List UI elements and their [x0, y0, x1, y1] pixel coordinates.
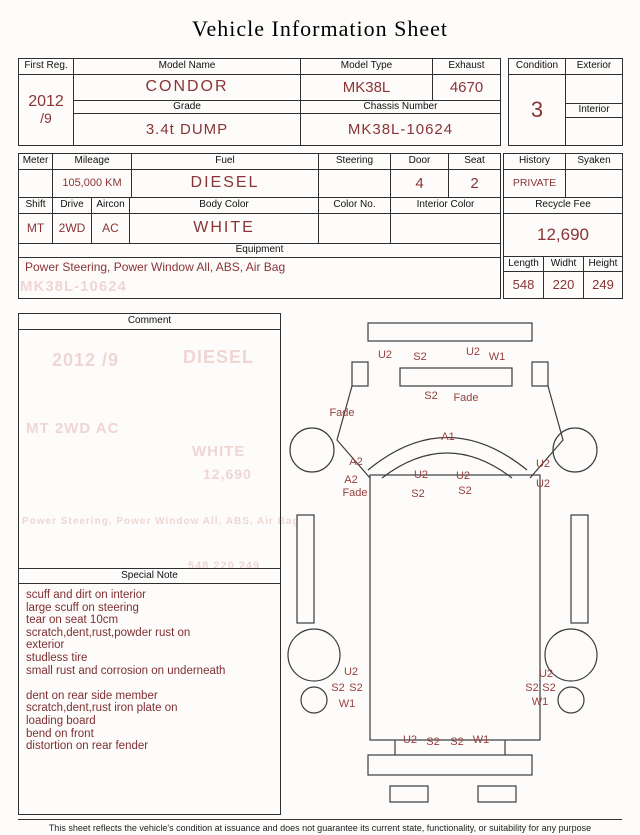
- door-value: 4: [390, 169, 449, 198]
- height-label: Height: [583, 256, 623, 272]
- grade-value: 3.4t DUMP: [73, 113, 301, 146]
- history-value: PRIVATE: [503, 169, 566, 198]
- special-note-line: studless tire: [26, 651, 88, 664]
- grade-label: Grade: [73, 100, 301, 114]
- truck-damage-diagram: [285, 310, 635, 815]
- exhaust-value: 4670: [432, 74, 501, 101]
- damage-marker-u2: U2: [465, 346, 481, 358]
- damage-marker-fade: Fade: [453, 392, 479, 404]
- special-note-line: scuff and dirt on interior: [26, 589, 146, 601]
- damage-markers-layer: [285, 310, 635, 815]
- damage-marker-u2: U2: [413, 469, 429, 481]
- special-note-line: [26, 677, 273, 690]
- special-note-line: scratch,dent,rust,powder rust on: [26, 626, 191, 639]
- damage-marker-s2: S2: [525, 682, 539, 694]
- special-note-lines: [26, 589, 273, 753]
- damage-marker-u2: U2: [343, 666, 359, 678]
- damage-marker-fade: Fade: [329, 407, 355, 419]
- comment-area: [18, 329, 281, 569]
- ghost-text: Power Steering, Power Window All, ABS, Air Bag: [22, 516, 300, 527]
- ghost-text: WHITE: [192, 443, 246, 460]
- first-reg-label: First Reg.: [18, 58, 74, 75]
- special-note-line: dent on rear side member: [26, 689, 158, 702]
- special-note-line: loading board: [26, 714, 96, 727]
- syaken-label: Syaken: [565, 153, 623, 170]
- first-reg-month: /9: [40, 110, 52, 127]
- equipment-label: Equipment: [18, 243, 501, 258]
- drive-value: 2WD: [52, 213, 92, 244]
- model-name-value: CONDOR: [73, 74, 301, 101]
- model-type-label: Model Type: [300, 58, 433, 75]
- damage-marker-u2: U2: [377, 349, 393, 361]
- damage-marker-w1: W1: [488, 351, 506, 363]
- damage-marker-u2: U2: [535, 458, 551, 470]
- damage-marker-u2: U2: [538, 668, 554, 680]
- body-color-value: WHITE: [129, 213, 319, 244]
- damage-marker-s2: S2: [450, 736, 464, 748]
- equipment-value: Power Steering, Power Window All, ABS, Air Bag: [18, 257, 501, 299]
- damage-marker-s2: S2: [542, 682, 556, 694]
- seat-label: Seat: [448, 153, 501, 170]
- meter-value: [18, 169, 53, 198]
- damage-marker-s2: S2: [349, 682, 363, 694]
- damage-marker-s2: S2: [458, 485, 472, 497]
- special-note-area: [18, 583, 281, 815]
- seat-value: 2: [448, 169, 501, 198]
- recycle-fee-label: Recycle Fee: [503, 197, 623, 214]
- mileage-label: Mileage: [52, 153, 132, 170]
- fuel-value: DIESEL: [131, 169, 319, 198]
- special-note-line: scratch,dent,rust iron plate on: [26, 702, 178, 715]
- condition-label: Condition: [508, 58, 566, 75]
- damage-marker-s2: S2: [426, 736, 440, 748]
- steering-label: Steering: [318, 153, 391, 170]
- ghost-text: 2012 /9: [52, 350, 120, 370]
- damage-marker-s2: S2: [411, 488, 425, 500]
- steering-value: [318, 169, 391, 198]
- recycle-fee-value: 12,690: [503, 213, 623, 257]
- damage-marker-w1: W1: [338, 698, 356, 710]
- comment-header: Comment: [18, 313, 281, 330]
- shift-value: MT: [18, 213, 53, 244]
- model-type-value: MK38L: [300, 74, 433, 101]
- special-note-line: tear on seat 10cm: [26, 614, 119, 627]
- damage-marker-s2: S2: [331, 682, 345, 694]
- damage-marker-u2: U2: [535, 478, 551, 490]
- special-note-line: bend on front: [26, 727, 94, 740]
- height-value: 249: [583, 271, 623, 299]
- damage-marker-s2: S2: [424, 390, 438, 402]
- damage-marker-a2: A2: [344, 474, 358, 486]
- fuel-label: Fuel: [131, 153, 319, 170]
- interior-color-label: Interior Color: [390, 197, 501, 214]
- special-note-line: large scuff on steering: [26, 601, 139, 614]
- drive-label: Drive: [52, 197, 92, 214]
- length-label: Length: [503, 256, 544, 272]
- interior-color-value: [390, 213, 501, 244]
- first-reg-value: [18, 74, 74, 146]
- exhaust-label: Exhaust: [432, 58, 501, 75]
- ghost-text: MK38L-10624: [20, 278, 127, 295]
- interior-value: [565, 117, 623, 146]
- color-no-value: [318, 213, 391, 244]
- meter-label: Meter: [18, 153, 53, 170]
- special-note-line: small rust and corrosion on underneath: [26, 664, 226, 677]
- width-label: Widht: [543, 256, 584, 272]
- damage-marker-fade: Fade: [342, 487, 368, 499]
- ghost-text: DIESEL: [183, 347, 255, 367]
- disclaimer-footer: This sheet reflects the vehicle's condition at issuance and does not guarantee its current state, functionality, or suitability for any purpose: [18, 819, 622, 833]
- color-no-label: Color No.: [318, 197, 391, 214]
- special-note-line: distortion on rear fender: [26, 740, 149, 753]
- interior-label: Interior: [565, 103, 623, 118]
- aircon-label: Aircon: [91, 197, 130, 214]
- model-name-label: Model Name: [73, 58, 301, 75]
- chassis-number-value: MK38L-10624: [300, 113, 501, 146]
- length-value: 548: [503, 271, 544, 299]
- ghost-text: 548 220 249: [188, 560, 261, 572]
- aircon-value: AC: [91, 213, 130, 244]
- body-color-label: Body Color: [129, 197, 319, 214]
- ghost-text: MT 2WD AC: [26, 420, 120, 437]
- width-value: 220: [543, 271, 584, 299]
- history-label: History: [503, 153, 566, 170]
- damage-marker-a2: A2: [349, 456, 363, 468]
- mileage-value: 105,000 KM: [52, 169, 132, 198]
- first-reg-year: 2012: [28, 93, 64, 111]
- damage-marker-a1: A1: [441, 431, 455, 443]
- chassis-number-label: Chassis Number: [300, 100, 501, 114]
- damage-marker-s2: S2: [413, 351, 427, 363]
- damage-marker-u2: U2: [455, 470, 471, 482]
- exterior-value: [565, 74, 623, 104]
- ghost-text: 12,690: [203, 466, 252, 482]
- page-title: Vehicle Information Sheet: [192, 16, 448, 41]
- condition-value: 3: [508, 74, 566, 146]
- damage-marker-w1: W1: [472, 734, 490, 746]
- damage-marker-u2: U2: [402, 734, 418, 746]
- syaken-value: [565, 169, 623, 198]
- special-note-header: Special Note: [18, 568, 281, 584]
- door-label: Door: [390, 153, 449, 170]
- exterior-label: Exterior: [565, 58, 623, 75]
- shift-label: Shift: [18, 197, 53, 214]
- damage-marker-w1: W1: [531, 696, 549, 708]
- special-note-line: exterior: [26, 639, 65, 652]
